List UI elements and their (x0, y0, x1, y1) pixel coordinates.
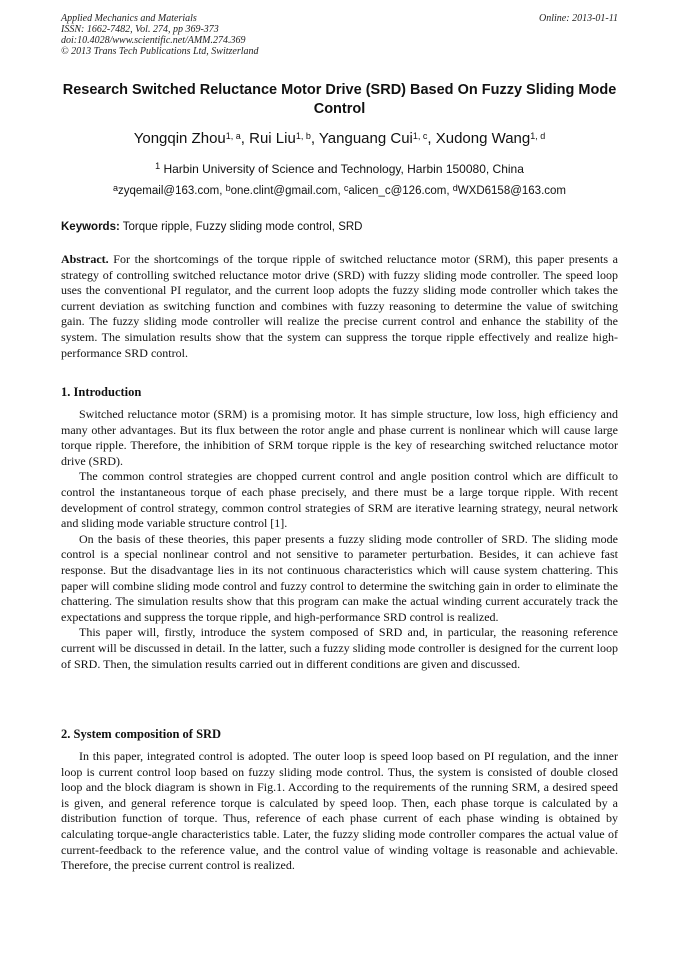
journal-copyright: © 2013 Trans Tech Publications Ltd, Switzerland (61, 46, 259, 57)
journal-header (61, 13, 618, 57)
journal-doi: doi:10.4028/www.scientific.net/AMM.274.369 (61, 35, 246, 46)
abstract-label: Abstract. (61, 252, 109, 266)
section-system-composition (61, 749, 618, 874)
abstract-text: For the shortcomings of the torque ripple of switched reluctance motor (SRM), this paper presents a strategy of controlling switched reluctance motor drive (SRD) with fuzzy sliding mode controller. The speed loop uses the conventional PI regulator, and the current loop adopts the fuzzy sliding mode controller which takes the current deviation as switching function and combines with fuzzy reasoning to determine the value of switching gain. The fuzzy sliding mode controller will realize the precise current control and enhance the stability of the system. The simulation results show that the system can suppress the torque ripple effectively and realize high-performance SRD control. (61, 252, 618, 360)
paragraph: The common control strategies are chopped current control and angle position control which are difficult to control the instantaneous torque of each phase precisely, and there must be a large torque ripple. With recent development of control strategy, common control strategies of SRM are iterative learning strategy, neural network and sliding mode variable structure control [1]. (61, 469, 618, 531)
section-introduction (61, 407, 618, 672)
paragraph: In this paper, integrated control is adopted. The outer loop is speed loop based on PI regulation, and the inner loop is current control loop based on fuzzy sliding mode control. Thus, the system is consisted of double closed loop and the block diagram is shown in Fig.1. According to the requirements of the running SRM, a desired speed is given, and general reference torque is calculated by speed loop. Then, each phase torque is calculated by a distribution function of torque. Thus, reference of each phase current of each phase winding is obtained by calculating torque-angle characteristics table. Later, the fuzzy sliding mode controller compares the actual value of current-feedback to the reference value, and the control value of winding voltage is reasonable and achievable. Therefore, the precise current control is realized. (61, 749, 618, 873)
section-heading-introduction: 1. Introduction (61, 385, 142, 399)
paragraph: Switched reluctance motor (SRM) is a promising motor. It has simple structure, low loss, high efficiency and many other advantages. But its flux between the rotor angle and phase current is nonlinear which will cause large torque ripple. Therefore, the inhibition of SRM torque ripple is the key of researching switched reluctance motor drive (SRD). (61, 407, 618, 468)
journal-issn: ISSN: 1662-7482, Vol. 274, pp 369-373 (61, 24, 219, 35)
paragraph: This paper will, firstly, introduce the system composed of SRD and, in particular, the reasoning reference current will be discussed in detail. In the latter, such a fuzzy sliding mode controller is designed for the current loop of SRD. Then, the simulation results carried out in different conditions are given and discussed. (61, 625, 618, 671)
paper-title: Research Switched Reluctance Motor Drive (SRD) Based On Fuzzy Sliding Mode Control (62, 82, 617, 117)
author: Yongqin Zhou$^{1, a}$, (133, 130, 250, 147)
keywords-text: Torque ripple, Fuzzy sliding mode control, SRD (119, 221, 363, 233)
paragraph: On the basis of these theories, this paper presents a fuzzy sliding mode controller of SRD. The sliding mode control is a special nonlinear control and not sensitive to parameter perturbation. Besides, it can achieve fast response. But the disadvantage lies in its not continuous characteristics which will cause system chattering. This paper will combine sliding mode control and fuzzy control to determine the switching gain in order to eliminate the chattering. The simulation results show that this program can make the actual winding current accurately track the expectations and suppress the torque ripple, and high-performance SRD control is realized. (61, 531, 618, 624)
email: $^a$zyqemail@163.com, (113, 183, 226, 197)
email: $^b$one.clint@gmail.com, (225, 183, 344, 197)
email: $^d$WXD6158@163.com (452, 183, 566, 197)
section-heading-system-composition: 2. System composition of SRD (61, 727, 222, 741)
author: Yanguang Cui$^{1, c}$, (318, 130, 436, 147)
keywords (61, 220, 618, 235)
author: Xudong Wang$^{1, d}$ (435, 130, 546, 147)
email-list (61, 184, 618, 199)
online-date: Online: 2013-01-11 (539, 13, 618, 24)
email: $^c$alicen_c@126.com, (343, 183, 453, 197)
abstract (61, 252, 618, 361)
keywords-label: Keywords: (61, 221, 120, 233)
author-list (61, 130, 618, 148)
affiliation: $^1$ Harbin University of Science and Technology, Harbin 150080, China (155, 161, 524, 176)
author: Rui Liu$^{1, b}$, (249, 130, 319, 147)
journal-name: Applied Mechanics and Materials (61, 13, 197, 24)
